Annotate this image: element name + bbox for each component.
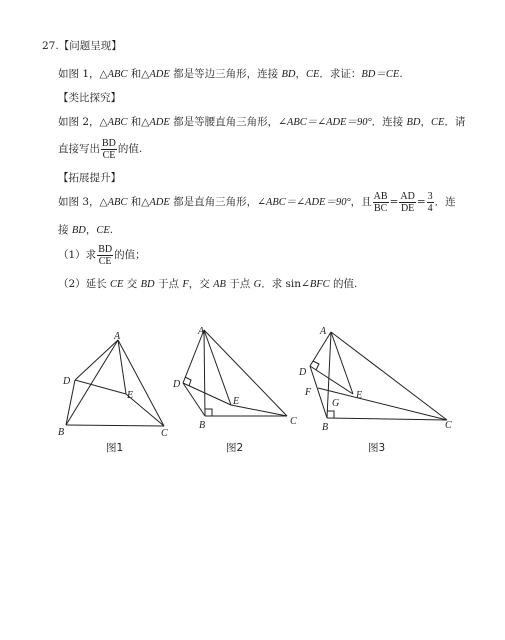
segment-bd (310, 366, 327, 418)
right-angle-marker-b (327, 411, 334, 418)
segment-bc (66, 425, 164, 426)
math-bd: BD (140, 279, 155, 290)
text-segment: 于点 (154, 278, 183, 290)
text-segment: 直接写出 (58, 143, 100, 155)
segment-de (75, 380, 126, 394)
text-segment: . (399, 68, 403, 80)
section3-statement-cont (58, 223, 113, 238)
math-ade: ADE (149, 197, 170, 208)
fraction-ad-de (399, 191, 415, 214)
text-segment: ， (85, 224, 97, 236)
math-bd: BD (71, 225, 86, 236)
segment-ac (118, 340, 164, 426)
text-segment: ．请 (444, 116, 466, 128)
section2-question (58, 137, 142, 161)
text-segment: ．连 (434, 196, 456, 208)
fig2-label-c: C (290, 416, 297, 427)
math-bfc: BFC (309, 279, 330, 290)
math-ade: ADE (149, 69, 170, 80)
text-segment: ， (420, 116, 432, 128)
fraction-three-fourths (427, 191, 434, 214)
problem-statement (58, 67, 403, 82)
math-ade: ADE (149, 117, 170, 128)
fraction-denominator: 4 (427, 202, 433, 214)
section-title-extension: 【拓展提升】 (58, 172, 121, 184)
segment-ab (327, 332, 331, 418)
fig1-label-e: E (127, 390, 134, 401)
text-segment: ，交 (188, 278, 214, 290)
text-segment: ，且 (350, 196, 372, 208)
fig1-label-b: B (58, 427, 65, 438)
math-f: F (182, 279, 189, 290)
text-segment: . (109, 224, 114, 236)
fig2-label-a: A (198, 326, 205, 337)
text-segment: 和△ (127, 196, 150, 208)
problem-header (42, 39, 122, 53)
right-angle-marker-b (205, 409, 212, 416)
math-bd: BD (281, 69, 296, 80)
fraction-bd-ce (97, 244, 113, 267)
math-abc: ABC (107, 69, 128, 80)
text-segment: （1）求 (58, 249, 97, 261)
segment-ac (204, 330, 287, 416)
section-title-analogy: 【类比探究】 (58, 92, 121, 104)
text-segment: 交 (123, 278, 141, 290)
math-angles: ABC＝∠ADE＝90° (286, 117, 372, 128)
fraction-numerator: 3 (427, 190, 433, 202)
math-g: G (253, 279, 262, 290)
fig3-label-g: G (332, 398, 340, 409)
segment-ab (66, 340, 118, 425)
segment-ac (331, 332, 447, 420)
text-segment: ．求 sin∠ (261, 278, 310, 290)
math-abc: ABC (107, 197, 128, 208)
text-segment: 的值. (117, 143, 143, 155)
segment-ab (204, 330, 205, 416)
text-segment: （2）延长 (58, 278, 111, 290)
text-segment: 于点 (225, 278, 254, 290)
text-segment: ．求证： (319, 68, 362, 80)
text-segment: 的值； (114, 249, 146, 261)
math-equation: BD＝CE (361, 69, 400, 80)
math-ce: CE (305, 69, 320, 80)
section3-statement (58, 190, 456, 215)
fraction-denominator: CE (98, 255, 112, 267)
math-ce: CE (110, 279, 124, 290)
fraction-numerator: AB (373, 190, 388, 202)
text-segment: ．连接 (371, 116, 407, 128)
fig3-label-c: C (445, 420, 452, 431)
fig1-label-d: D (63, 376, 71, 387)
section2-statement (58, 115, 465, 130)
math-abc: ABC (107, 117, 128, 128)
math-ce: CE (96, 225, 110, 236)
fraction-numerator: AD (400, 190, 415, 202)
segment-ad (75, 340, 118, 380)
fig3-label-f: F (305, 387, 312, 398)
fig3-label-b: B (322, 422, 329, 433)
fraction-bd-ce (101, 138, 117, 161)
figure-3-diagram (310, 332, 447, 420)
fig2-label-d: D (173, 379, 181, 390)
fig2-label-b: B (199, 420, 206, 431)
fraction-numerator: BD (102, 137, 116, 149)
fig1-label-a: A (114, 331, 121, 342)
equals-sign: = (416, 196, 426, 208)
math-ce: CE (431, 117, 445, 128)
figure-1-diagram (66, 340, 164, 426)
fraction-denominator: CE (102, 149, 116, 161)
text-segment: 都是直角三角形，∠ (169, 196, 266, 208)
fig3-label-d: D (299, 367, 307, 378)
fraction-numerator: BD (98, 243, 113, 255)
text-segment: 和△ (127, 116, 150, 128)
text-segment: 的值. (329, 278, 358, 290)
question-2 (58, 277, 357, 292)
segment-bc (327, 418, 447, 420)
fig1-caption: 图1 (106, 442, 124, 454)
fig2-label-e: E (233, 396, 240, 407)
fraction-denominator: DE (400, 202, 415, 214)
math-bd: BD (406, 117, 421, 128)
text-segment: 都是等边三角形，连接 (169, 68, 282, 80)
fig1-label-c: C (161, 428, 168, 439)
fig3-label-a: A (320, 326, 327, 337)
text-segment: 如图 3，△ (58, 196, 108, 208)
text-segment: 都是等腰直角三角形，∠ (169, 116, 287, 128)
figures-panel (0, 320, 505, 520)
segment-ad (183, 330, 204, 383)
text-segment: 如图 1，△ (58, 68, 108, 80)
equals-sign: = (389, 196, 399, 208)
text-segment: 和△ (127, 68, 150, 80)
fraction-ab-bc (373, 191, 389, 214)
fig3-caption: 图3 (368, 442, 386, 454)
question-1 (58, 243, 146, 267)
fraction-denominator: BC (373, 202, 388, 214)
segment-ae (331, 332, 353, 394)
text-segment: ， (295, 68, 306, 80)
text-segment: 接 (58, 224, 72, 236)
text-segment: 如图 2，△ (58, 116, 108, 128)
math-ab: AB (213, 279, 226, 290)
fig3-label-e: E (356, 390, 363, 401)
segment-ae (204, 330, 231, 405)
problem-title: 【问题呈现】 (58, 40, 122, 52)
fig2-caption: 图2 (226, 442, 244, 454)
problem-number: 27. (42, 40, 59, 52)
math-angles: ABC＝∠ADE＝90° (265, 197, 351, 208)
